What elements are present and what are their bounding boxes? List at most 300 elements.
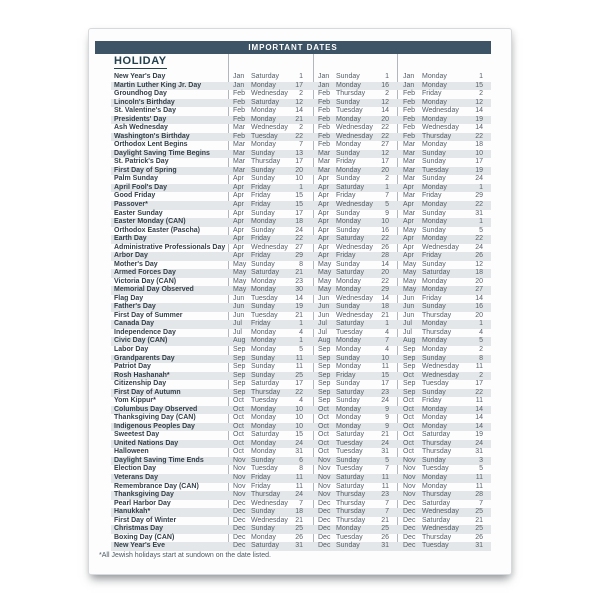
holiday-section-title: HOLIDAY — [114, 55, 167, 67]
date-weekday: Wednesday — [251, 499, 288, 507]
date-day: 5 — [479, 465, 483, 473]
table-row — [111, 201, 491, 210]
holiday-name: Boxing Day (CAN) — [114, 533, 175, 541]
date-day: 11 — [381, 473, 389, 481]
date-day: 1 — [479, 218, 483, 226]
date-month: Sep — [318, 363, 331, 371]
holiday-name: Orthodox Easter (Pascha) — [114, 226, 200, 234]
date-day: 21 — [295, 269, 303, 277]
date-day: 25 — [295, 525, 303, 533]
date-day: 29 — [381, 286, 389, 294]
date-month: Nov — [233, 465, 246, 473]
date-day: 1 — [299, 73, 303, 80]
date-weekday: Thursday — [422, 132, 452, 140]
date-weekday: Monday — [251, 448, 276, 456]
date-day: 24 — [475, 243, 483, 251]
date-month: Jun — [318, 303, 330, 311]
date-day: 26 — [381, 243, 389, 251]
holiday-name: Palm Sunday — [114, 175, 158, 183]
holiday-name: Daylight Saving Time Begins — [114, 149, 210, 157]
date-month: Feb — [318, 115, 331, 123]
date-month: Sep — [233, 388, 246, 396]
date-month: Jul — [233, 328, 242, 336]
date-weekday: Saturday — [422, 516, 451, 524]
date-day: 1 — [299, 183, 303, 191]
date-weekday: Thursday — [336, 499, 366, 507]
date-weekday: Tuesday — [422, 465, 449, 473]
date-month: Mar — [403, 175, 416, 183]
date-weekday: Wednesday — [336, 243, 373, 251]
date-month: Jan — [233, 73, 245, 80]
date-month: Nov — [233, 482, 246, 490]
date-month: Jun — [403, 303, 415, 311]
date-month: Feb — [318, 124, 331, 132]
date-weekday: Sunday — [336, 354, 360, 362]
date-day: 1 — [385, 183, 389, 191]
date-month: Mar — [403, 192, 416, 200]
date-weekday: Friday — [251, 192, 271, 200]
date-day: 6 — [299, 456, 303, 464]
date-weekday: Wednesday — [251, 243, 288, 251]
date-day: 11 — [295, 363, 303, 371]
date-month: Jan — [318, 73, 330, 80]
date-weekday: Wednesday — [422, 124, 459, 132]
table-row — [111, 525, 491, 534]
date-month: Dec — [403, 499, 416, 507]
date-day: 21 — [475, 516, 483, 524]
date-month: Jul — [318, 328, 327, 336]
date-weekday: Tuesday — [336, 328, 363, 336]
holiday-name: Lincoln's Birthday — [114, 98, 175, 106]
date-day: 12 — [381, 98, 389, 106]
date-month: Apr — [233, 243, 244, 251]
date-weekday: Monday — [336, 277, 361, 285]
date-weekday: Friday — [336, 252, 356, 260]
date-day: 23 — [381, 388, 389, 396]
date-month: Oct — [233, 397, 244, 405]
holiday-name: St. Patrick's Day — [114, 158, 169, 166]
date-day: 2 — [385, 90, 389, 98]
date-weekday: Monday — [422, 200, 447, 208]
date-month: Oct — [233, 405, 244, 413]
date-month: Feb — [318, 132, 331, 140]
date-weekday: Monday — [422, 473, 447, 481]
date-month: May — [403, 277, 417, 285]
date-month: Apr — [233, 218, 244, 226]
date-day: 31 — [295, 448, 303, 456]
date-day: 28 — [381, 252, 389, 260]
date-day: 29 — [295, 252, 303, 260]
date-day: 8 — [299, 465, 303, 473]
date-day: 7 — [299, 141, 303, 149]
date-month: May — [318, 269, 332, 277]
date-weekday: Sunday — [336, 397, 360, 405]
date-day: 4 — [299, 397, 303, 405]
date-month: Mar — [233, 158, 246, 166]
holiday-name: Civic Day (CAN) — [114, 337, 168, 345]
date-month: Oct — [403, 439, 414, 447]
table-row — [111, 363, 491, 372]
holiday-name: Passover* — [114, 200, 148, 208]
date-month: Apr — [318, 200, 329, 208]
date-weekday: Monday — [422, 414, 447, 422]
table-row — [111, 278, 491, 287]
date-day: 24 — [295, 226, 303, 234]
date-month: Jul — [403, 320, 412, 328]
table-row — [111, 508, 491, 517]
date-weekday: Sunday — [336, 303, 360, 311]
date-weekday: Sunday — [251, 166, 275, 174]
date-month: Feb — [403, 124, 416, 132]
date-month: May — [318, 260, 332, 268]
holiday-name: Indigenous Peoples Day — [114, 422, 195, 430]
date-weekday: Sunday — [336, 209, 360, 217]
date-day: 2 — [479, 90, 483, 98]
date-weekday: Monday — [422, 235, 447, 243]
date-day: 22 — [295, 388, 303, 396]
date-month: Mar — [403, 158, 416, 166]
date-weekday: Wednesday — [336, 294, 373, 302]
date-weekday: Monday — [251, 328, 276, 336]
date-day: 9 — [385, 405, 389, 413]
date-day: 4 — [385, 328, 389, 336]
date-month: Jun — [318, 294, 330, 302]
date-month: Sep — [403, 346, 416, 353]
calendar-page — [88, 28, 512, 575]
date-day: 26 — [381, 533, 389, 541]
date-month: May — [318, 277, 332, 285]
date-day: 25 — [475, 525, 483, 533]
date-month: Dec — [318, 533, 331, 541]
date-weekday: Monday — [251, 81, 276, 89]
date-month: Apr — [233, 226, 244, 234]
date-weekday: Saturday — [336, 320, 365, 328]
date-month: Oct — [318, 431, 329, 439]
holiday-name: Armed Forces Day — [114, 269, 176, 277]
holiday-name: First Day of Spring — [114, 166, 177, 174]
date-month: Apr — [233, 252, 244, 260]
date-day: 5 — [479, 226, 483, 234]
date-weekday: Sunday — [251, 175, 275, 183]
holiday-name: Veterans Day — [114, 473, 158, 481]
date-day: 22 — [475, 235, 483, 243]
date-weekday: Monday — [422, 277, 447, 285]
date-day: 11 — [475, 482, 483, 490]
date-month: Nov — [318, 491, 331, 499]
date-weekday: Monday — [422, 337, 447, 345]
date-month: Oct — [318, 448, 329, 456]
date-day: 26 — [475, 533, 483, 541]
date-weekday: Sunday — [251, 260, 275, 268]
date-month: Mar — [318, 158, 331, 166]
date-day: 14 — [475, 405, 483, 413]
date-weekday: Friday — [251, 252, 271, 260]
table-row — [111, 397, 491, 406]
date-day: 5 — [299, 346, 303, 353]
holiday-name: Rosh Hashanah* — [114, 371, 170, 379]
date-month: Nov — [403, 491, 416, 499]
date-weekday: Sunday — [336, 260, 360, 268]
date-day: 13 — [295, 149, 303, 157]
date-weekday: Wednesday — [422, 107, 459, 115]
date-day: 31 — [295, 542, 303, 550]
date-month: Apr — [318, 243, 329, 251]
holiday-name: Earth Day — [114, 235, 147, 243]
table-row — [111, 329, 491, 338]
date-month: Jan — [233, 81, 245, 89]
date-month: Apr — [403, 183, 414, 191]
date-day: 4 — [299, 328, 303, 336]
date-weekday: Thursday — [251, 388, 281, 396]
date-weekday: Saturday — [336, 269, 365, 277]
date-month: Jun — [403, 311, 415, 319]
date-day: 24 — [475, 439, 483, 447]
date-month: Dec — [233, 533, 246, 541]
date-month: Dec — [403, 525, 416, 533]
holiday-name: Christmas Day — [114, 525, 164, 533]
date-day: 22 — [475, 132, 483, 140]
date-day: 14 — [475, 294, 483, 302]
table-row — [111, 542, 491, 551]
date-weekday: Tuesday — [336, 107, 363, 115]
date-day: 10 — [295, 422, 303, 430]
date-month: Jun — [233, 294, 245, 302]
date-weekday: Friday — [251, 320, 271, 328]
date-month: Jun — [233, 303, 245, 311]
date-day: 11 — [475, 363, 483, 371]
table-row — [111, 141, 491, 150]
date-day: 12 — [295, 98, 303, 106]
table-row — [111, 82, 491, 91]
date-month: Apr — [233, 209, 244, 217]
holiday-name: First Day of Summer — [114, 311, 183, 319]
holiday-name: New Year's Day — [114, 73, 166, 80]
date-weekday: Thursday — [336, 491, 366, 499]
date-month: Sep — [318, 397, 331, 405]
date-month: Dec — [403, 516, 416, 524]
date-day: 18 — [475, 141, 483, 149]
date-weekday: Monday — [422, 405, 447, 413]
date-day: 18 — [381, 303, 389, 311]
table-row — [111, 517, 491, 526]
date-weekday: Wednesday — [422, 525, 459, 533]
date-day: 7 — [385, 508, 389, 516]
date-weekday: Monday — [336, 414, 361, 422]
date-month: Oct — [318, 405, 329, 413]
date-weekday: Monday — [251, 439, 276, 447]
table-row — [111, 534, 491, 543]
date-weekday: Monday — [422, 218, 447, 226]
date-weekday: Monday — [336, 337, 361, 345]
holiday-name: April Fool's Day — [114, 183, 168, 191]
holiday-name: Patriot Day — [114, 363, 151, 371]
date-day: 22 — [475, 200, 483, 208]
date-day: 3 — [479, 456, 483, 464]
date-weekday: Wednesday — [336, 200, 373, 208]
date-day: 1 — [385, 320, 389, 328]
jewish-holidays-footnote: *All Jewish holidays start at sundown on the date listed. — [99, 552, 271, 559]
table-row — [111, 261, 491, 270]
date-day: 5 — [479, 337, 483, 345]
date-weekday: Wednesday — [336, 311, 373, 319]
date-day: 10 — [295, 405, 303, 413]
date-weekday: Friday — [251, 473, 271, 481]
date-weekday: Saturday — [251, 269, 280, 277]
date-weekday: Friday — [422, 294, 442, 302]
date-month: Jun — [318, 311, 330, 319]
date-day: 11 — [295, 354, 303, 362]
date-month: Apr — [318, 226, 329, 234]
holiday-name: Presidents' Day — [114, 115, 167, 123]
date-month: Apr — [318, 183, 329, 191]
table-row — [111, 227, 491, 236]
date-weekday: Tuesday — [336, 439, 363, 447]
date-day: 24 — [381, 397, 389, 405]
date-weekday: Thursday — [422, 491, 452, 499]
date-day: 11 — [381, 482, 389, 490]
date-day: 21 — [381, 311, 389, 319]
date-weekday: Friday — [422, 397, 442, 405]
date-month: Dec — [403, 533, 416, 541]
date-month: May — [403, 226, 417, 234]
date-weekday: Sunday — [336, 73, 360, 80]
important-dates-banner: IMPORTANT DATES — [95, 41, 491, 54]
date-day: 26 — [295, 533, 303, 541]
date-month: Jan — [403, 81, 415, 89]
date-weekday: Thursday — [422, 328, 452, 336]
holiday-name: Ash Wednesday — [114, 124, 168, 132]
date-day: 11 — [475, 473, 483, 481]
table-row — [111, 457, 491, 466]
date-weekday: Sunday — [251, 354, 275, 362]
date-month: May — [403, 269, 417, 277]
holiday-name: Administrative Professionals Day — [114, 243, 226, 251]
date-day: 12 — [381, 149, 389, 157]
date-day: 1 — [479, 73, 483, 80]
date-day: 16 — [475, 303, 483, 311]
date-month: Sep — [403, 354, 416, 362]
date-month: May — [233, 277, 247, 285]
date-month: Jun — [233, 311, 245, 319]
date-month: Oct — [233, 414, 244, 422]
table-row — [111, 372, 491, 381]
date-month: Feb — [233, 107, 246, 115]
table-row — [111, 431, 491, 440]
date-day: 7 — [479, 499, 483, 507]
date-weekday: Saturday — [336, 183, 365, 191]
date-weekday: Sunday — [422, 158, 446, 166]
date-month: Apr — [318, 252, 329, 260]
date-day: 1 — [299, 320, 303, 328]
date-month: Sep — [318, 354, 331, 362]
date-weekday: Sunday — [251, 209, 275, 217]
date-month: Oct — [318, 422, 329, 430]
date-weekday: Saturday — [251, 73, 280, 80]
date-day: 24 — [295, 491, 303, 499]
date-weekday: Tuesday — [336, 533, 363, 541]
date-weekday: Sunday — [251, 149, 275, 157]
date-day: 21 — [381, 431, 389, 439]
date-weekday: Saturday — [422, 499, 451, 507]
table-row — [111, 73, 491, 82]
date-weekday: Friday — [251, 200, 271, 208]
date-month: Feb — [403, 90, 416, 98]
date-day: 5 — [385, 456, 389, 464]
date-weekday: Sunday — [422, 149, 446, 157]
date-day: 15 — [295, 192, 303, 200]
date-weekday: Thursday — [422, 439, 452, 447]
date-weekday: Monday — [422, 73, 447, 80]
holiday-name: New Year's Eve — [114, 542, 165, 550]
date-day: 21 — [381, 516, 389, 524]
date-day: 21 — [295, 311, 303, 319]
date-weekday: Thursday — [422, 533, 452, 541]
table-row — [111, 133, 491, 142]
date-day: 19 — [475, 431, 483, 439]
date-day: 22 — [475, 388, 483, 396]
date-weekday: Wednesday — [251, 124, 288, 132]
date-weekday: Monday — [422, 346, 447, 353]
date-weekday: Monday — [336, 115, 361, 123]
date-weekday: Friday — [336, 158, 356, 166]
date-day: 1 — [479, 183, 483, 191]
date-weekday: Monday — [251, 115, 276, 123]
date-weekday: Monday — [336, 166, 361, 174]
date-day: 10 — [381, 354, 389, 362]
date-day: 19 — [295, 303, 303, 311]
date-month: Mar — [403, 166, 416, 174]
date-month: Sep — [318, 346, 331, 353]
date-day: 21 — [295, 516, 303, 524]
date-weekday: Thursday — [336, 516, 366, 524]
date-weekday: Wednesday — [422, 508, 459, 516]
date-day: 7 — [385, 465, 389, 473]
date-day: 14 — [381, 107, 389, 115]
date-weekday: Monday — [251, 346, 276, 353]
date-day: 8 — [479, 354, 483, 362]
date-weekday: Thursday — [422, 311, 452, 319]
holiday-name: Thanksgiving Day — [114, 491, 174, 499]
holiday-name: Labor Day — [114, 346, 149, 353]
date-weekday: Friday — [422, 252, 442, 260]
date-weekday: Monday — [336, 525, 361, 533]
date-weekday: Monday — [336, 286, 361, 294]
date-month: Oct — [403, 448, 414, 456]
date-month: Dec — [403, 542, 416, 550]
date-day: 25 — [295, 371, 303, 379]
date-weekday: Sunday — [251, 525, 275, 533]
date-month: Feb — [318, 98, 331, 106]
table-row — [111, 483, 491, 492]
date-day: 7 — [299, 499, 303, 507]
date-weekday: Monday — [336, 81, 361, 89]
date-day: 23 — [295, 277, 303, 285]
date-weekday: Sunday — [422, 354, 446, 362]
date-day: 15 — [381, 371, 389, 379]
date-month: Apr — [403, 235, 414, 243]
date-weekday: Monday — [422, 482, 447, 490]
date-weekday: Monday — [422, 422, 447, 430]
table-row — [111, 337, 491, 346]
date-month: Sep — [403, 380, 416, 388]
date-weekday: Saturday — [336, 431, 365, 439]
date-day: 14 — [475, 414, 483, 422]
date-day: 14 — [381, 260, 389, 268]
date-month: Sep — [403, 388, 416, 396]
date-weekday: Saturday — [251, 542, 280, 550]
date-day: 10 — [295, 414, 303, 422]
date-day: 20 — [475, 277, 483, 285]
